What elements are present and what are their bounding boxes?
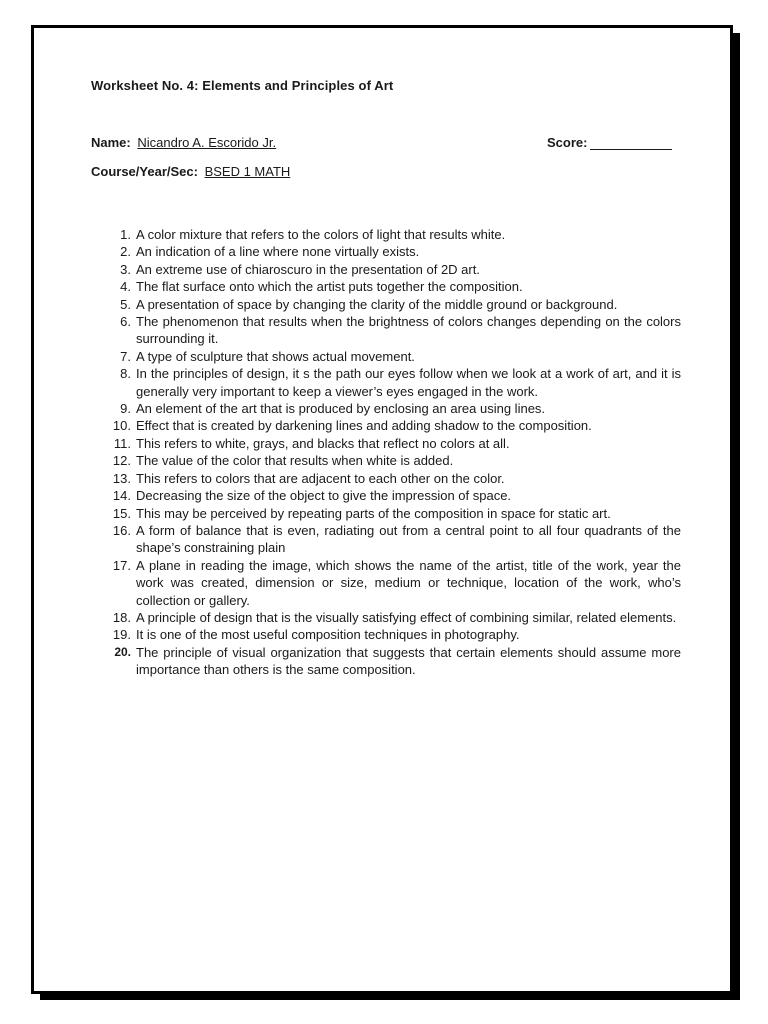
question-number: 3. xyxy=(120,261,131,277)
question-item xyxy=(91,626,681,643)
name-value: Nicandro A. Escorido Jr. xyxy=(137,135,277,150)
question-text: A plane in reading the image, which shows the name of the artist, title of the work, year the work was created, dimension or size, medium or technique, location of the work, who’s collection or gallery. xyxy=(136,557,681,608)
question-text: The principle of visual organization that suggests that certain elements should assume more importance than others is the same composition. xyxy=(136,644,681,678)
question-text: An element of the art that is produced by enclosing an area using lines. xyxy=(136,401,546,417)
question-number: 6. xyxy=(120,314,131,330)
question-item xyxy=(91,296,681,313)
question-text: Decreasing the size of the object to give the impression of space. xyxy=(136,488,512,504)
course-value: BSED 1 MATH xyxy=(204,164,291,179)
question-number: 9. xyxy=(120,401,131,417)
question-item xyxy=(91,417,681,434)
question-number: 2. xyxy=(120,244,131,260)
question-text: This may be perceived by repeating parts of the composition in space for static art. xyxy=(136,505,611,521)
name-row xyxy=(91,135,681,153)
page-content xyxy=(91,78,681,679)
question-number: 8. xyxy=(120,366,131,382)
question-item xyxy=(91,609,681,626)
question-item xyxy=(91,557,681,609)
question-item xyxy=(91,522,681,557)
score-field xyxy=(547,135,672,150)
question-item xyxy=(91,348,681,365)
question-number: 12. xyxy=(112,453,131,469)
question-item xyxy=(91,278,681,295)
question-text: A principle of design that is the visually satisfying effect of combining similar, related elements. xyxy=(136,609,677,625)
question-number: 7. xyxy=(120,348,131,364)
question-item xyxy=(91,435,681,452)
question-list xyxy=(91,226,681,679)
score-label: Score: xyxy=(547,135,588,150)
question-item xyxy=(91,261,681,278)
question-text: A type of sculpture that shows actual movement. xyxy=(136,348,415,364)
question-text: An indication of a line where none virtually exists. xyxy=(136,244,420,260)
question-number: 13. xyxy=(112,470,131,486)
worksheet-title: Worksheet No. 4: Elements and Principles of Art xyxy=(91,78,394,93)
question-number: 11. xyxy=(113,435,131,451)
question-number: 15. xyxy=(112,505,131,521)
question-text: In the principles of design, it s the path our eyes follow when we look at a work of art, and it is generally very important to keep a viewer’s eyes engaged in the work. xyxy=(136,366,681,399)
score-blank-line xyxy=(590,136,672,150)
question-number: 5. xyxy=(120,296,131,312)
question-text: A presentation of space by changing the clarity of the middle ground or background. xyxy=(136,296,618,312)
question-text: The flat surface onto which the artist puts together the composition. xyxy=(136,279,523,295)
question-text: The value of the color that results when white is added. xyxy=(136,453,454,469)
question-number: 10. xyxy=(112,418,131,434)
question-text: A form of balance that is even, radiating out from a central point to all four quadrants of the shape’s constraining plain xyxy=(136,522,681,556)
question-number: 19. xyxy=(112,627,131,643)
question-item xyxy=(91,226,681,243)
question-text: An extreme use of chiaroscuro in the presentation of 2D art. xyxy=(136,261,480,277)
name-label: Name: xyxy=(91,135,131,150)
question-number: 14. xyxy=(112,488,131,504)
question-item xyxy=(91,470,681,487)
question-item xyxy=(91,452,681,469)
question-text: It is one of the most useful composition techniques in photography. xyxy=(136,627,520,643)
question-item xyxy=(91,243,681,260)
question-number: 20. xyxy=(114,644,131,659)
course-label: Course/Year/Sec: xyxy=(91,164,198,179)
question-text: This refers to colors that are adjacent to each other on the color. xyxy=(136,470,505,486)
question-number: 1. xyxy=(120,227,131,242)
question-text: The phenomenon that results when the brightness of colors changes depending on the colors surrounding it. xyxy=(136,314,681,347)
question-item xyxy=(91,487,681,504)
question-text: A color mixture that refers to the colors of light that results white. xyxy=(136,227,506,242)
question-item xyxy=(91,505,681,522)
question-item xyxy=(91,313,681,348)
question-number: 16. xyxy=(112,522,131,538)
question-number: 4. xyxy=(120,279,131,295)
worksheet-page xyxy=(31,25,733,994)
course-row xyxy=(91,164,681,182)
question-item xyxy=(91,644,681,679)
question-text: This refers to white, grays, and blacks that reflect no colors at all. xyxy=(136,435,510,451)
question-text: Effect that is created by darkening lines and adding shadow to the composition. xyxy=(136,418,592,434)
question-item xyxy=(91,365,681,400)
question-number: 17. xyxy=(112,557,131,573)
question-number: 18. xyxy=(112,609,131,625)
question-item xyxy=(91,400,681,417)
